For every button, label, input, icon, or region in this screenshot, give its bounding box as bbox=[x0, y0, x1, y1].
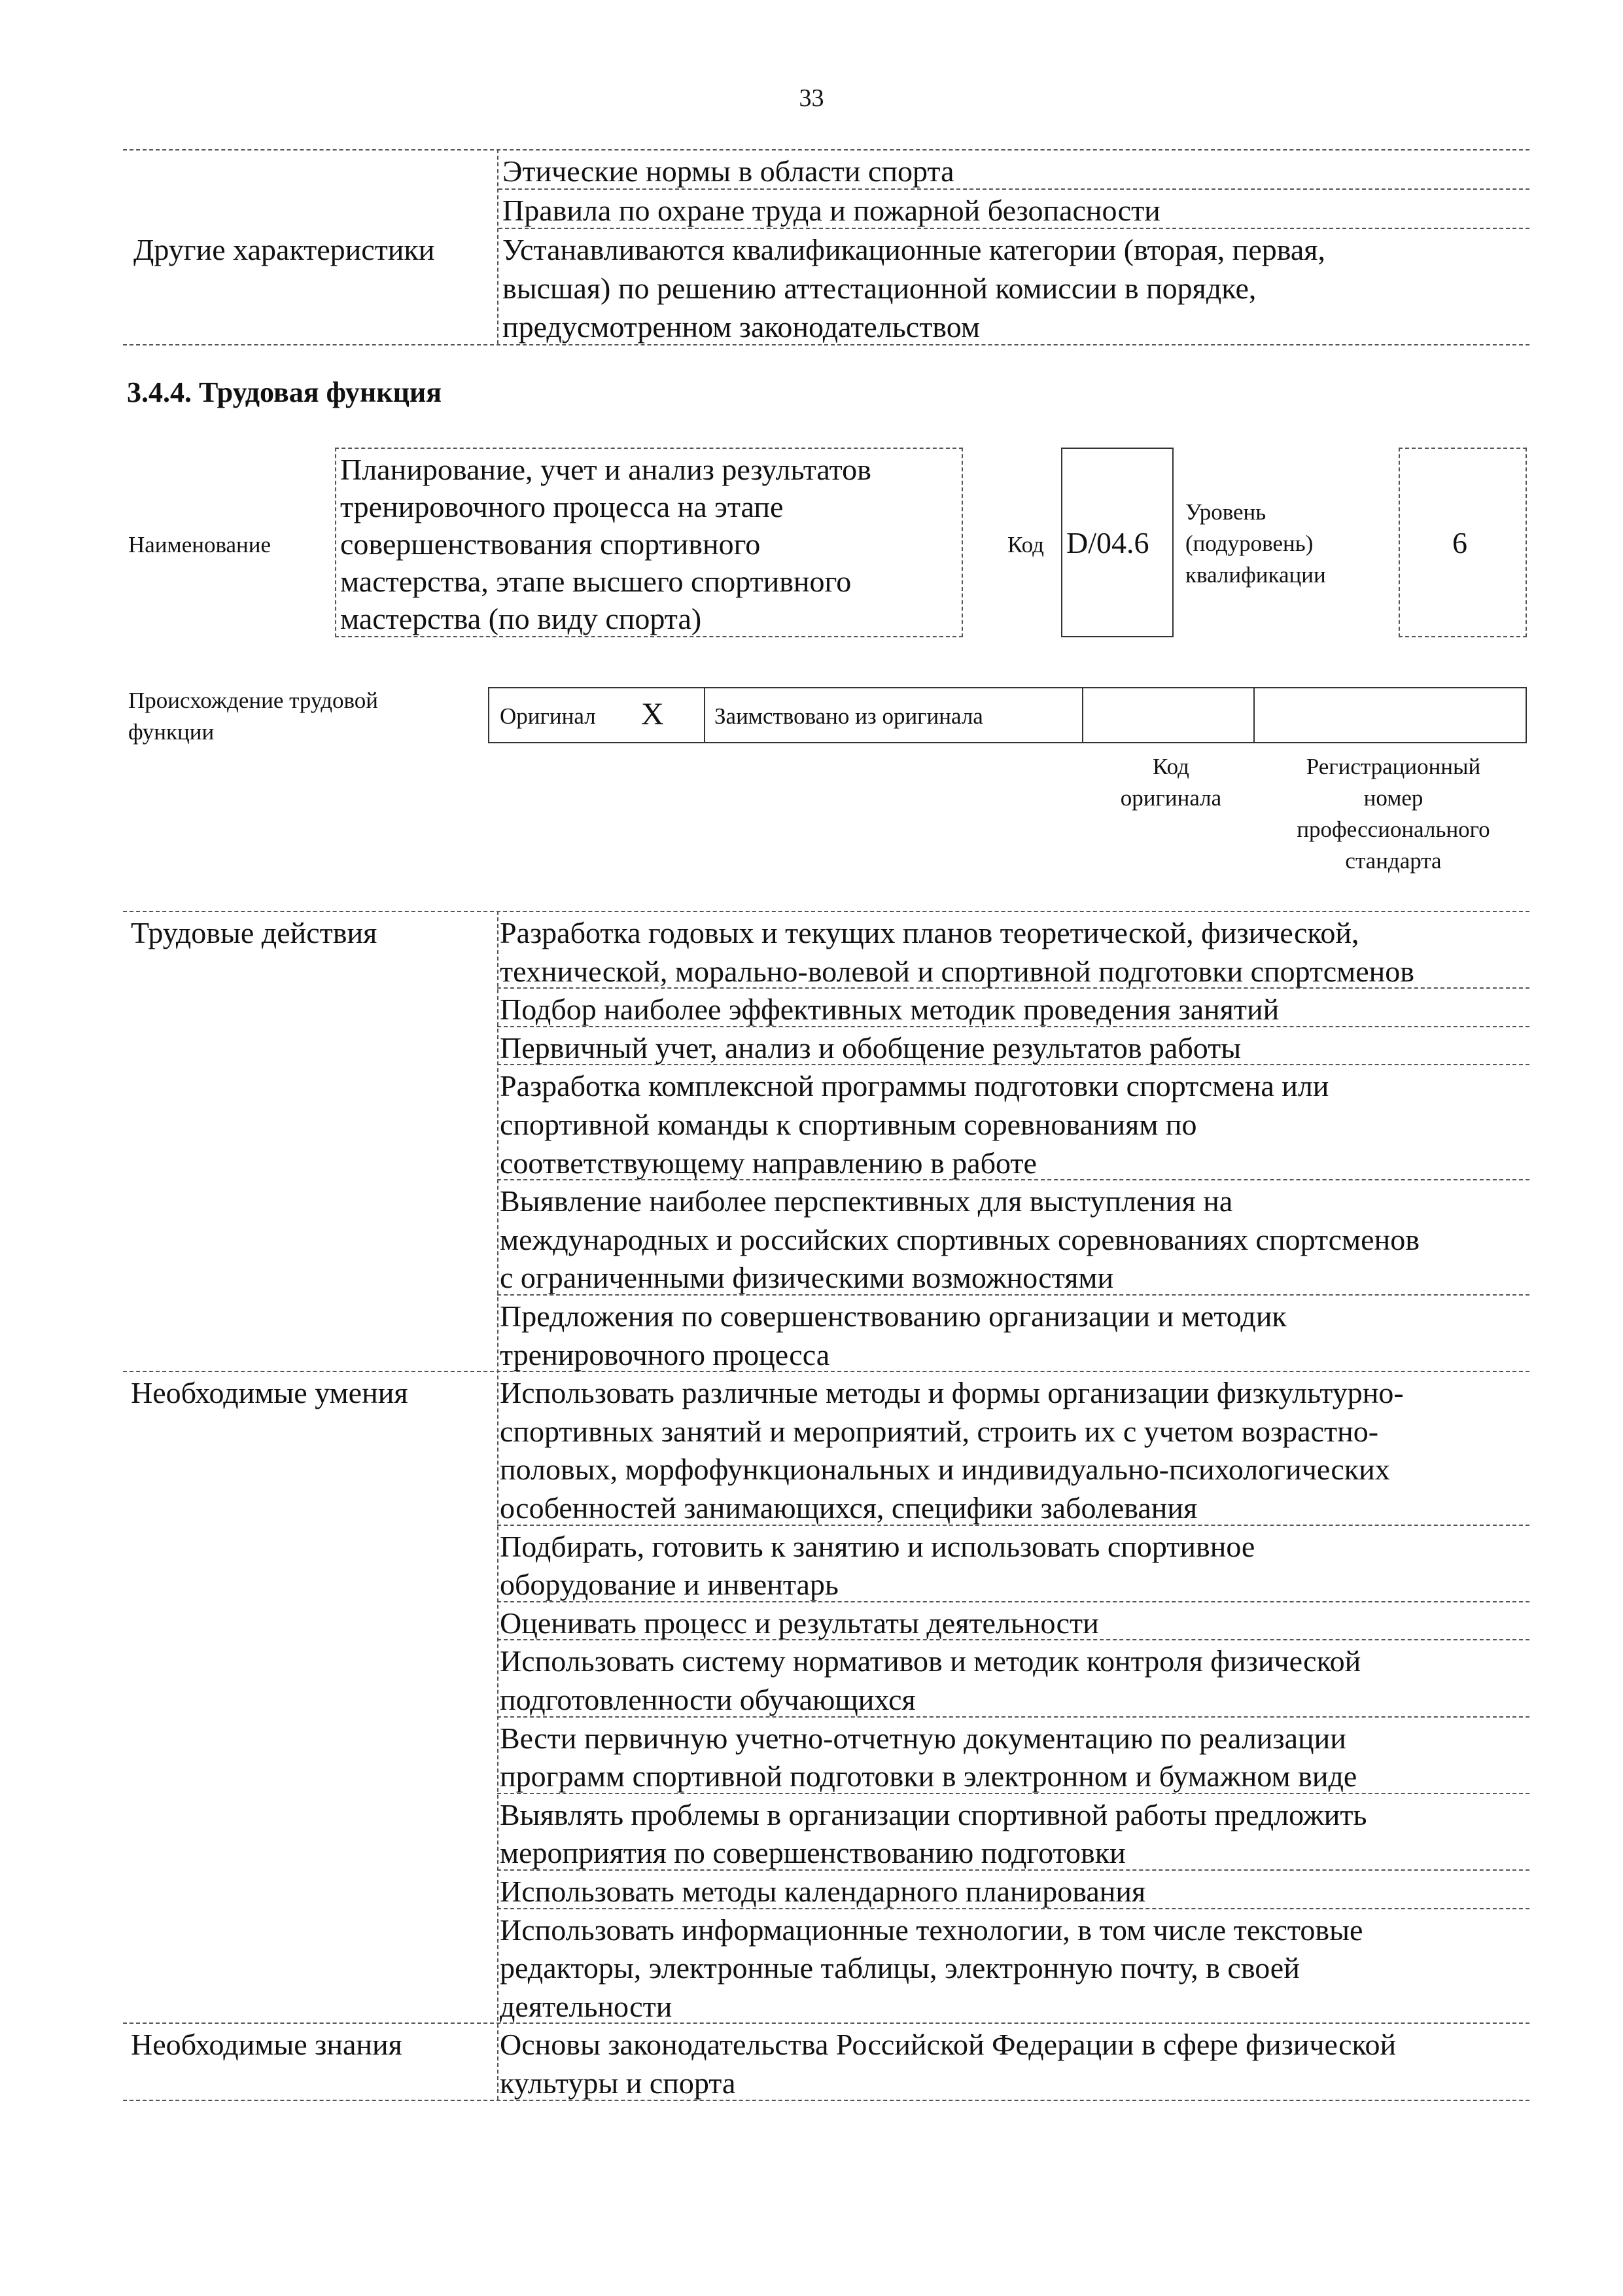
borrowed-label: Заимствовано из оригинала bbox=[714, 703, 983, 729]
labor-actions-item-line: с ограниченными физическими возможностями bbox=[500, 1261, 1114, 1295]
skills-item-line: программ спортивной подготовки в электронном и бумажном виде bbox=[500, 1759, 1357, 1793]
skills-item-line: Оценивать процесс и результаты деятельности bbox=[500, 1606, 1099, 1640]
skills-item-line: подготовленности обучающихся bbox=[500, 1683, 916, 1716]
code-caption-line: Код bbox=[1153, 754, 1189, 779]
group-divider bbox=[123, 1371, 1529, 1372]
labor-actions-label: Трудовые действия bbox=[131, 916, 377, 949]
column-divider bbox=[497, 911, 498, 2100]
original-code-cell bbox=[1083, 688, 1255, 742]
row-divider bbox=[497, 1639, 1529, 1640]
table-cell-line: предусмотренном законодательством bbox=[502, 310, 980, 344]
reg-caption-line: номер bbox=[1363, 785, 1423, 811]
skills-item-line: мероприятия по совершенствованию подготовки bbox=[500, 1836, 1126, 1870]
section-heading: 3.4.4. Трудовая функция bbox=[127, 376, 442, 408]
original-cell bbox=[489, 688, 705, 742]
origin-label-line: функции bbox=[128, 719, 215, 745]
level-value: 6 bbox=[1452, 526, 1467, 559]
original-mark: X bbox=[641, 697, 664, 732]
skills-item-line: половых, морфофункциональных и индивидуально-психологических bbox=[500, 1453, 1390, 1487]
skills-item-line: оборудование и инвентарь bbox=[500, 1568, 839, 1602]
skills-item-line: Использовать методы календарного планирования bbox=[500, 1875, 1146, 1908]
labor-actions-item-line: Разработка комплексной программы подготовки спортсмена или bbox=[500, 1069, 1329, 1103]
level-label-line: (подуровень) bbox=[1185, 531, 1314, 556]
skills-item-line: Использовать систему нормативов и методик контроля физической bbox=[500, 1644, 1361, 1678]
borrowed-cell bbox=[705, 688, 1083, 742]
group-divider bbox=[123, 2022, 1529, 2024]
row-divider bbox=[497, 1908, 1529, 1909]
reg-caption-line: профессионального bbox=[1297, 817, 1490, 842]
skills-label: Необходимые умения bbox=[131, 1376, 408, 1410]
skills-item-line: Вести первичную учетно-отчетную документацию по реализации bbox=[500, 1721, 1346, 1755]
row-divider bbox=[497, 1793, 1529, 1794]
table-border-top bbox=[123, 911, 1529, 912]
table-cell: Правила по охране труда и пожарной безопасности bbox=[502, 194, 1161, 227]
reg-caption-line: Регистрационный bbox=[1306, 754, 1481, 779]
skills-item-line: особенностей занимающихся, специфики заболевания bbox=[500, 1491, 1198, 1525]
table-cell: Этические нормы в области спорта bbox=[502, 154, 954, 188]
reg-caption-line: стандарта bbox=[1345, 848, 1442, 874]
original-label: Оригинал bbox=[500, 703, 596, 729]
row-divider bbox=[497, 1179, 1529, 1180]
knowledge-label: Необходимые знания bbox=[131, 2028, 402, 2062]
name-line: мастерства (по виду спорта) bbox=[340, 602, 702, 635]
skills-item-line: деятельности bbox=[500, 1989, 672, 2023]
skills-item-line: Использовать различные методы и формы организации физкультурно- bbox=[500, 1376, 1404, 1410]
labor-actions-item-line: спортивной команды к спортивным соревнованиям по bbox=[500, 1108, 1197, 1141]
name-line: Планирование, учет и анализ результатов bbox=[340, 453, 871, 486]
labor-actions-item-line: тренировочного процесса bbox=[500, 1337, 830, 1371]
name-line: тренировочного процесса на этапе bbox=[340, 490, 784, 523]
page-number: 33 bbox=[799, 84, 824, 112]
code-label: Код bbox=[1007, 532, 1044, 557]
knowledge-item-line: культуры и спорта bbox=[500, 2066, 736, 2100]
table-border-top bbox=[123, 149, 1529, 150]
row-divider bbox=[497, 1716, 1529, 1718]
column-divider bbox=[497, 149, 498, 344]
skills-item-line: редакторы, электронные таблицы, электронную почту, в своей bbox=[500, 1951, 1300, 1985]
table-border-bottom bbox=[123, 2100, 1529, 2101]
name-line: совершенствования спортивного bbox=[340, 527, 761, 561]
row-divider bbox=[497, 1869, 1529, 1871]
code-caption-line: оригинала bbox=[1120, 785, 1222, 811]
name-line: мастерства, этапе высшего спортивного bbox=[340, 565, 852, 598]
origin-label-line: Происхождение трудовой bbox=[128, 688, 379, 713]
other-characteristics-label: Другие характеристики bbox=[133, 233, 435, 266]
table-cell-line: высшая) по решению аттестационной комиссии в порядке, bbox=[502, 272, 1257, 305]
row-divider bbox=[497, 1026, 1529, 1027]
skills-item-line: Выявлять проблемы в организации спортивной работы предложить bbox=[500, 1797, 1367, 1831]
row-divider bbox=[497, 987, 1529, 989]
name-label: Наименование bbox=[128, 532, 271, 557]
row-divider bbox=[497, 1064, 1529, 1065]
skills-item-line: спортивных занятий и мероприятий, строить их с учетом возрастно- bbox=[500, 1414, 1379, 1448]
labor-actions-item-line: технической, морально-волевой и спортивной подготовки спортсменов bbox=[500, 954, 1414, 988]
row-divider bbox=[497, 1601, 1529, 1602]
labor-actions-item-line: Первичный учет, анализ и обобщение результатов работы bbox=[500, 1031, 1242, 1065]
labor-actions-item-line: Подбор наиболее эффективных методик проведения занятий bbox=[500, 993, 1280, 1027]
code-value: D/04.6 bbox=[1066, 526, 1149, 559]
skills-item-line: Подбирать, готовить к занятию и использовать спортивное bbox=[500, 1529, 1255, 1563]
origin-row bbox=[488, 687, 1527, 743]
table-cell-line: Устанавливаются квалификационные категории (вторая, первая, bbox=[502, 233, 1325, 266]
row-divider bbox=[497, 1525, 1529, 1526]
row-divider bbox=[497, 1294, 1529, 1296]
labor-actions-item-line: Разработка годовых и текущих планов теоретической, физической, bbox=[500, 916, 1359, 949]
level-label-line: квалификации bbox=[1185, 562, 1326, 588]
skills-item-line: Использовать информационные технологии, в том числе текстовые bbox=[500, 1913, 1363, 1947]
labor-actions-item-line: международных и российских спортивных соревнованиях спортсменов bbox=[500, 1222, 1420, 1256]
labor-actions-item-line: Предложения по совершенствованию организации и методик bbox=[500, 1299, 1287, 1333]
level-label-line: Уровень bbox=[1185, 499, 1266, 525]
labor-actions-item-line: соответствующему направлению в работе bbox=[500, 1146, 1037, 1180]
labor-actions-item-line: Выявление наиболее перспективных для выступления на bbox=[500, 1184, 1233, 1218]
knowledge-item-line: Основы законодательства Российской Федерации в сфере физической bbox=[500, 2028, 1397, 2062]
